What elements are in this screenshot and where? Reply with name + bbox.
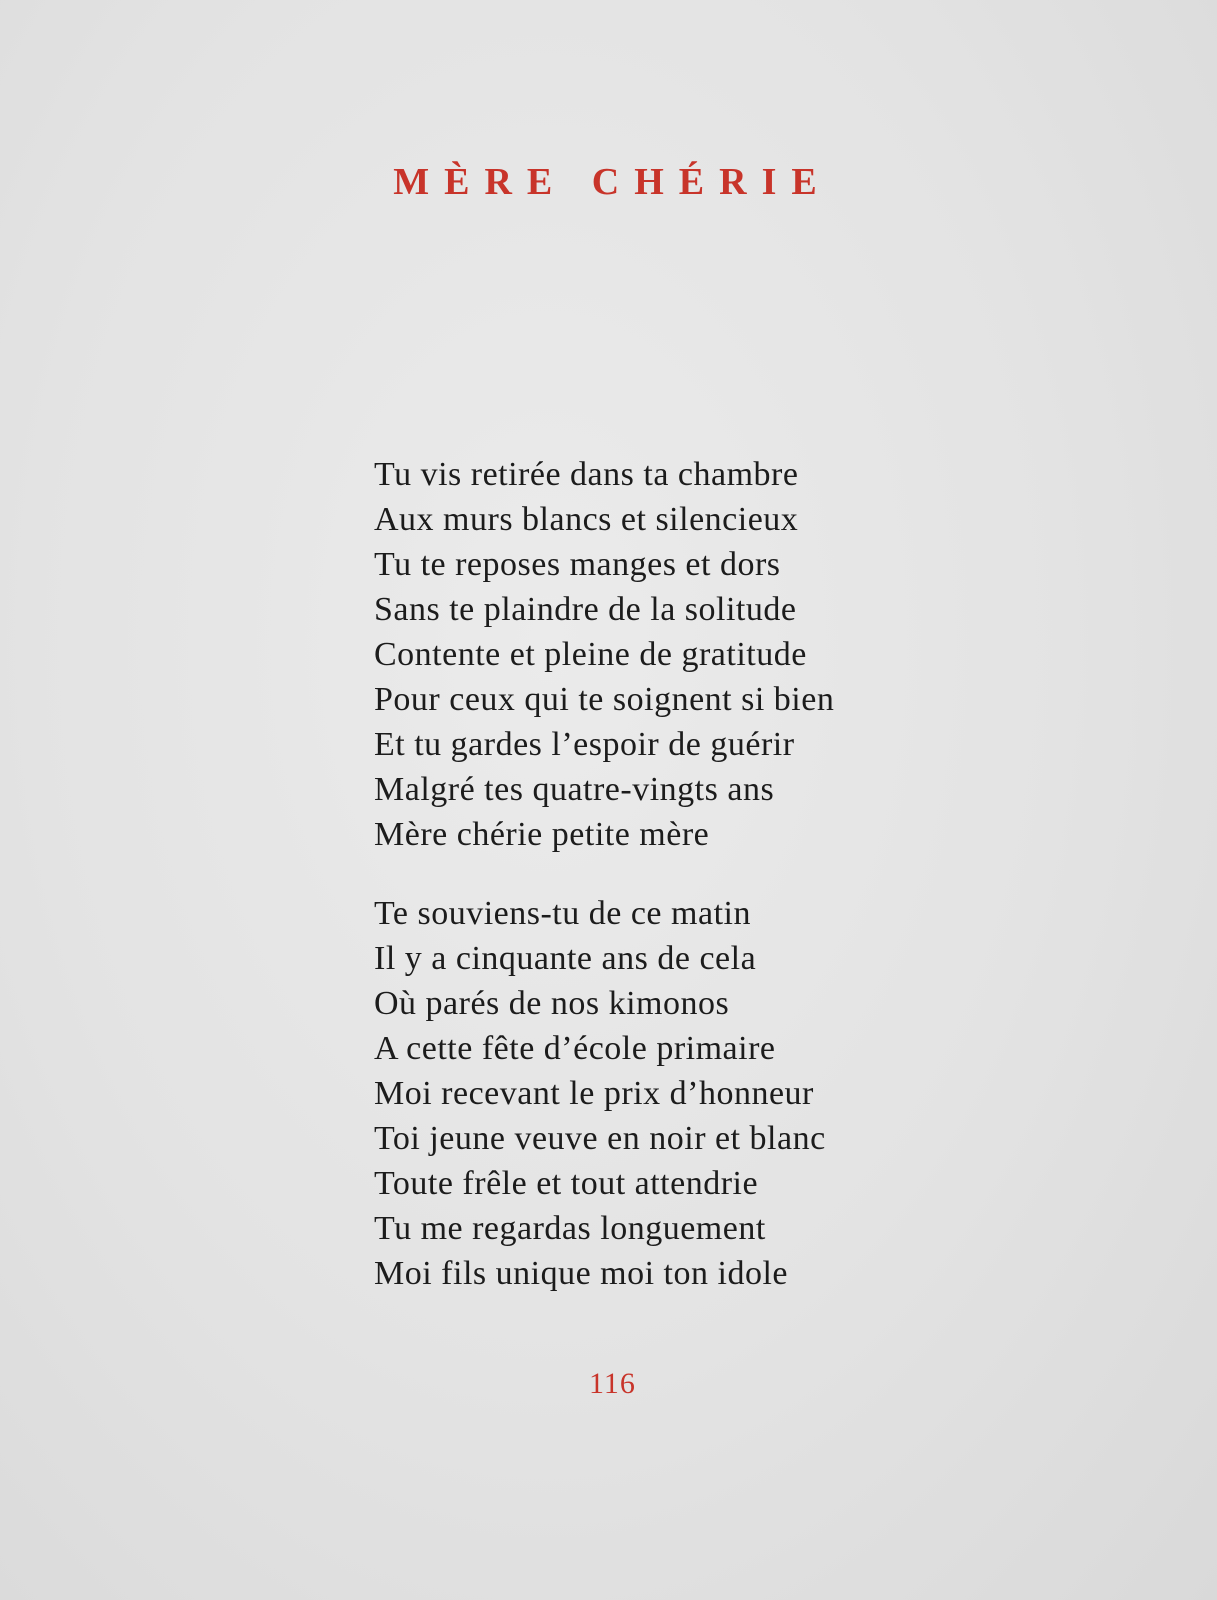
stanza-2	[374, 891, 894, 1296]
poem-line: Il y a cinquante ans de cela	[374, 940, 757, 977]
stanza-1	[374, 452, 894, 857]
poem-line: Moi fils unique moi ton idole	[374, 1255, 788, 1292]
poem-line: Tu vis retirée dans ta chambre	[374, 456, 799, 493]
poem-line: Sans te plaindre de la solitude	[374, 591, 797, 628]
poem-line: Moi recevant le prix d’honneur	[374, 1075, 814, 1112]
poem-line: Toute frêle et tout attendrie	[374, 1165, 759, 1202]
poem-line: Contente et pleine de gratitude	[374, 636, 807, 673]
poem-title: MÈRE CHÉRIE	[393, 161, 832, 204]
poem-line: Mère chérie petite mère	[374, 816, 710, 853]
poem-line: Toi jeune veuve en noir et blanc	[374, 1120, 826, 1157]
poem-line: Où parés de nos kimonos	[374, 985, 730, 1022]
page-number: 116	[589, 1367, 636, 1400]
poem-line: Tu te reposes manges et dors	[374, 546, 781, 583]
poem-line: A cette fête d’école primaire	[374, 1030, 776, 1067]
poem-line: Malgré tes quatre-vingts ans	[374, 771, 775, 808]
poem-line: Pour ceux qui te soignent si bien	[374, 681, 835, 718]
poem-line: Aux murs blancs et silencieux	[374, 501, 799, 538]
poem-line: Te souviens-tu de ce matin	[374, 895, 751, 932]
poem-body	[374, 452, 894, 1296]
poem-line: Tu me regardas longuement	[374, 1210, 766, 1247]
poem-line: Et tu gardes l’espoir de guérir	[374, 726, 795, 763]
